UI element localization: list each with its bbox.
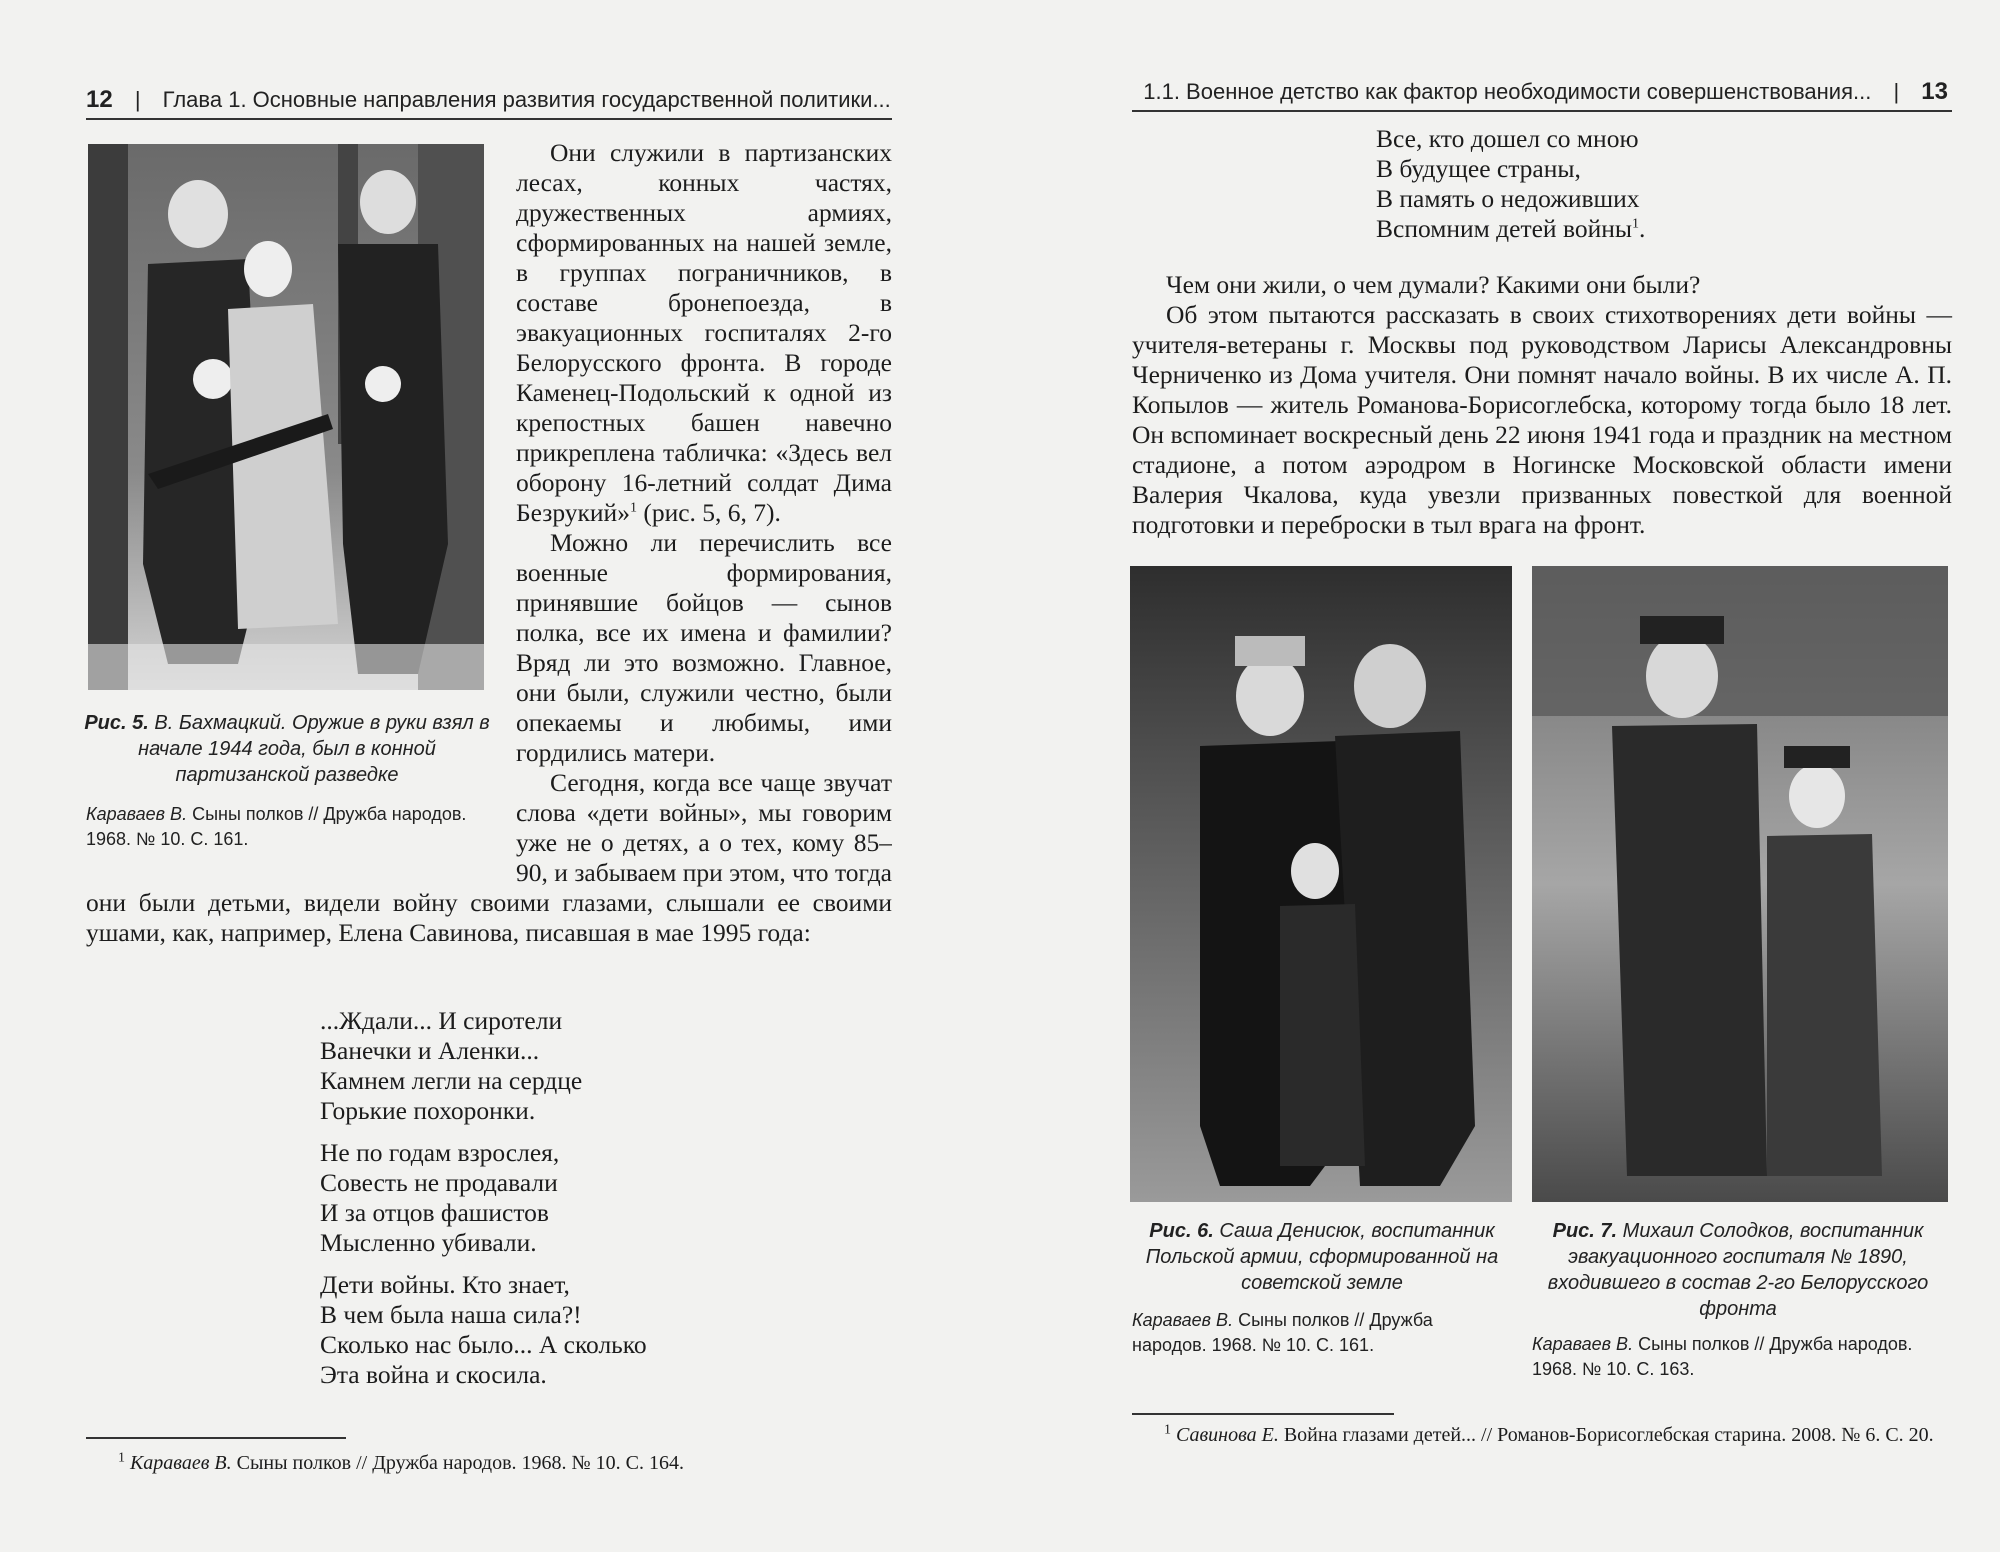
footnote-ref-1: 1 [1632,216,1639,232]
footnote-ref-1: 1 [629,500,637,516]
poem-line: Камнем легли на сердце [320,1066,583,1095]
footnote-rule-left [86,1437,346,1439]
figure-6-photo [1130,566,1512,1202]
poem-line: Ванечки и Аленки... [320,1036,540,1065]
header-rule-right [1132,110,1952,112]
poem-line: ...Ждали... И сиротели [320,1006,563,1035]
right-page [1000,0,2000,1552]
figure-7-caption-text: Михаил Солодков, воспитанник эвакуационного госпиталя № 1890, входившего в состав 2-го Белорусского фронта [1547,1220,1929,1320]
footnote-right [1132,1422,1952,1449]
float-spacer [86,768,516,888]
figure-6-label: Рис. 6. [1149,1220,1214,1242]
poem-line: Совесть не продавали [320,1168,558,1197]
paragraph-r1: Чем они жили, о чем думали? Какими они были? [1166,270,1701,299]
figure-7-caption [1528,1218,1948,1322]
figure-6-source-author: Караваев В. [1132,1310,1234,1330]
paragraph-1 [516,138,892,528]
footnote-author: Караваев В. [130,1452,232,1474]
paragraph-1-text: Они служили в партизанских лесах, конных частях, дружественных армиях, сформированных на нашей земле, в группах пограничников, в составе бронепоезда, в эвакуационных госпиталях 2-го Белорусского фронта. В городе Каменец-Подольский к одной из крепостных башен навечно прикреплена табличка: «Здесь вел оборону 16-летний солдат Дима Безрукий» [516,138,892,527]
figure-7-label: Рис. 7. [1552,1220,1618,1242]
poem-line: Дети войны. Кто знает, [320,1270,570,1299]
poem-line: И за отцов фашистов [320,1198,549,1227]
figure-5-label: Рис. 5. [84,712,149,734]
footnote-mark: 1 [118,1450,125,1466]
stanza-2 [320,1138,647,1258]
poem-line: Не по годам взрослея, [320,1138,560,1167]
left-running-header [86,86,891,114]
running-head-right: 1.1. Военное детство как фактор необходимости совершенствования... [1143,79,1872,104]
footnote-mark: 1 [1164,1422,1171,1438]
figure-5-caption-text: В. Бахмацкий. Оружие в руки взял в начале 1944 года, был в конной партизанской разведке [138,712,490,786]
figure-5-photo [88,144,484,690]
footnote-left [118,1450,898,1477]
poem-line: Эта война и скосила. [320,1360,547,1389]
figure-6-image [1130,566,1512,1202]
figure-5-source-author: Караваев В. [86,804,188,824]
footnote-text: Война глазами детей... // Романов-Борисоглебская старина. 2008. № 6. С. 20. [1283,1424,1934,1446]
right-running-header [1143,78,1948,106]
footnote-rule-right [1132,1413,1394,1415]
running-head-left: Глава 1. Основные направления развития государственной политики... [162,87,891,112]
poem-line: Горькие похоронки. [320,1096,536,1125]
figure-7-source [1532,1332,1952,1382]
stanza-3 [320,1270,647,1390]
paragraph-1-end: (рис. 5, 6, 7). [636,498,781,527]
poem-right [1376,124,1645,244]
paragraph-r2: Об этом пытаются рассказать в своих стихотворениях дети войны — учителя-ветераны г. Москвы под руководством Ларисы Александровны Черниченко из Дома учителя. Они помнят начало войны. В их числе А. П. Копылов — житель Романова-Борисоглебска, которому тогда было 18 лет. Он вспоминает воскресный день 22 июня 1941 года и праздник на местном стадионе, а потом аэродром в Ногинске Московской области имени Валерия Чкалова, куда увезли призванных повесткой для военной подготовки и переброски в тыл врага на фронт. [1132,300,1952,539]
figure-5-image [88,144,484,690]
figure-5-source-text: Сыны полков // Дружба народов. 1968. № 10. С. 161. [86,804,467,849]
paragraph-3: Сегодня, когда все чаще звучат слова «дети войны», мы говорим уже не о детях, а о тех, кому 85–90, и забываем при этом, что тогда они были детьми, видели войну своими глазами, слышали ее своими ушами, как, например, Елена Савинова, писавшая в мае 1995 года: [86,768,892,947]
poem-line-text: Вспомним детей войны [1376,214,1632,243]
poem-line-last [1376,214,1645,244]
poem-left [320,1006,647,1402]
poem-line: Все, кто дошел со мною [1376,124,1639,153]
figure-6-caption-text: Саша Денисюк, воспитанник Польской армии, сформированной на советской земле [1145,1220,1499,1294]
left-column-text [516,138,892,768]
header-rule [86,118,892,120]
stanza-1 [320,1006,647,1126]
poem-line: В чем была наша сила?! [320,1300,582,1329]
footnote-text: Сыны полков // Дружба народов. 1968. № 10. С. 164. [236,1452,684,1474]
paragraph-2: Можно ли перечислить все военные формирования, принявшие бойцов — сынов полка, все их имена и фамилии? Вряд ли это возможно. Главное, они были, служили честно, были опекаемы и любимы, ими гордились матери. [516,528,892,767]
figure-6-caption [1126,1218,1518,1296]
paragraph-3-box [86,768,892,994]
right-column-text [1132,270,1952,540]
figure-6-source-text: Сыны полков // Дружба народов. 1968. № 10. С. 161. [1132,1310,1433,1355]
figure-7-source-author: Караваев В. [1532,1334,1634,1354]
poem-line: Мысленно убивали. [320,1228,537,1257]
page-number-left: 12 [86,86,113,113]
poem-line: В будущее страны, [1376,154,1581,183]
page-number-right: 13 [1921,78,1948,105]
header-separator: | [1893,79,1900,104]
figure-7-image [1532,566,1948,1202]
figure-7-photo [1532,566,1948,1202]
header-separator: | [134,87,141,112]
footnote-author: Савинова Е. [1176,1424,1279,1446]
figure-6-source [1132,1308,1512,1358]
figure-7-source-text: Сыны полков // Дружба народов. 1968. № 10. С. 163. [1532,1334,1913,1379]
poem-line: Сколько нас было... А сколько [320,1330,647,1359]
poem-line: В память о недоживших [1376,184,1640,213]
poem-line-tail: . [1639,214,1646,243]
